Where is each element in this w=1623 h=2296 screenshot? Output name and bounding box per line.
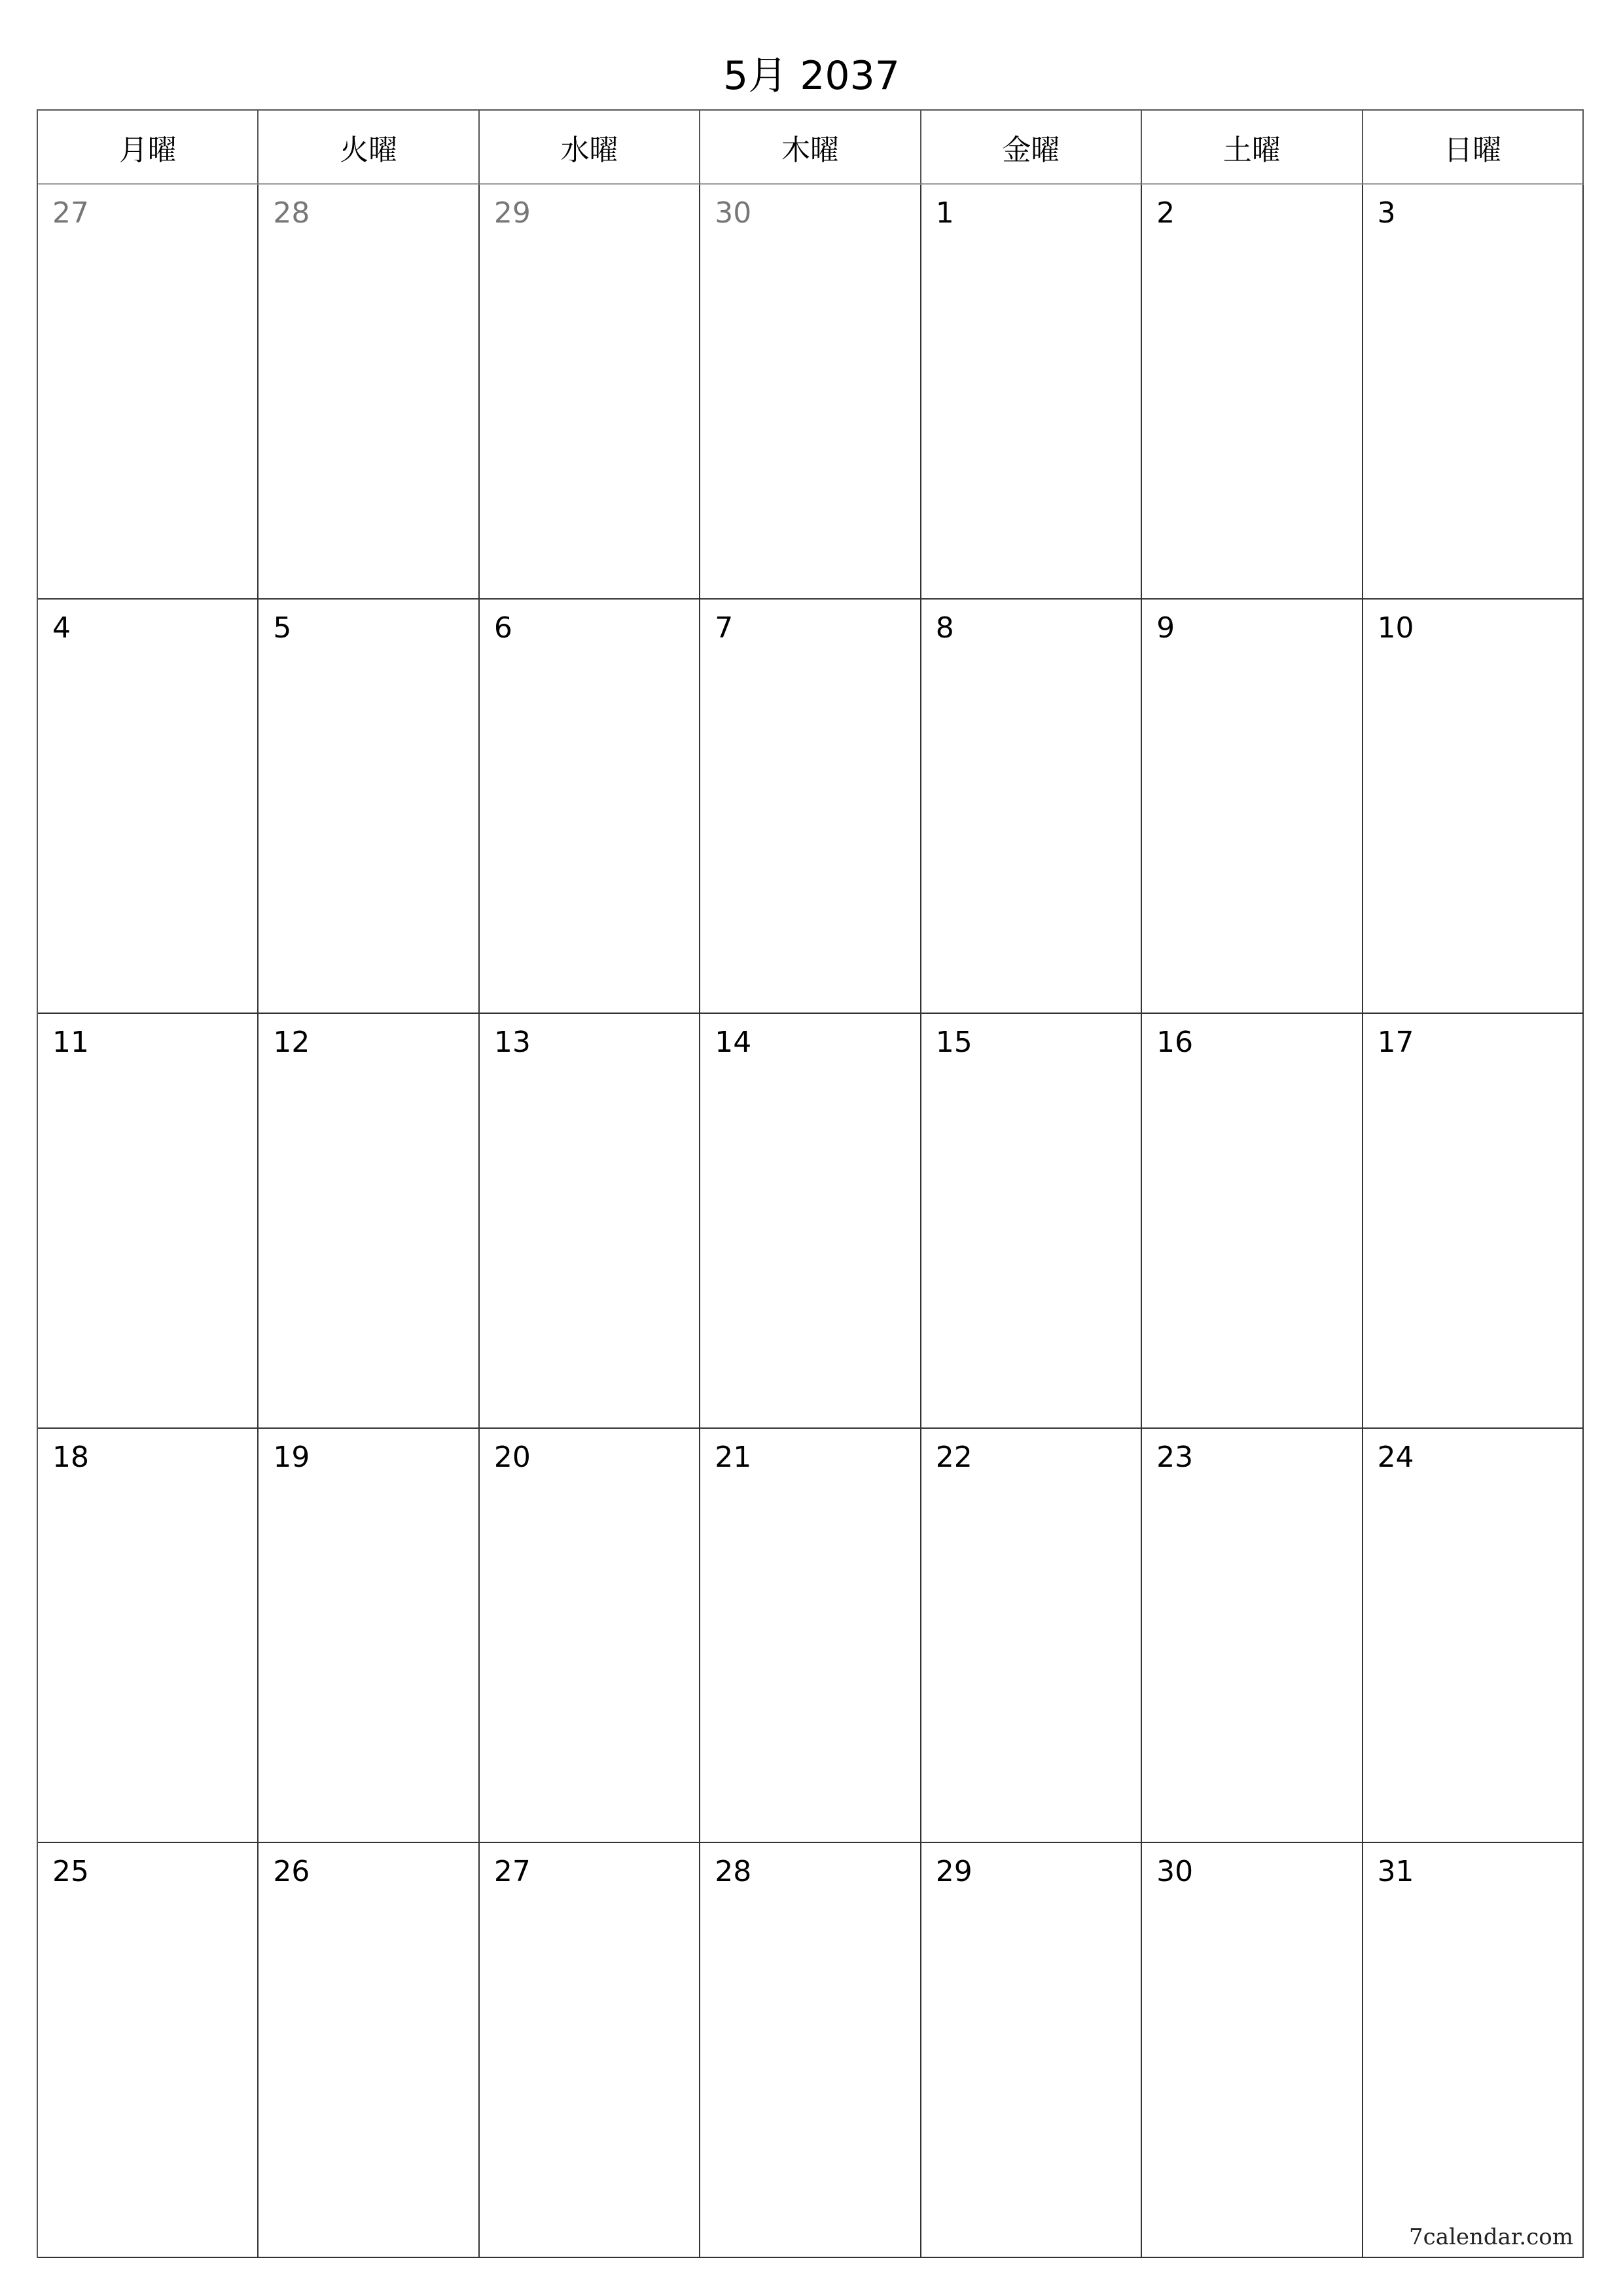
day-number: 26 [273,1855,310,1889]
weekday-header: 水曜 [480,111,700,185]
day-number: 11 [52,1026,89,1060]
day-number: 19 [273,1440,310,1474]
day-cell [921,600,1142,1014]
day-cell [1363,185,1584,600]
day-number: 30 [715,196,752,230]
day-number: 5 [273,611,292,645]
day-number: 14 [715,1026,752,1060]
day-number: 16 [1156,1026,1194,1060]
day-cell [1363,1843,1584,2258]
day-number: 7 [715,611,734,645]
day-cell [259,1014,479,1429]
day-number: 22 [935,1440,972,1474]
day-number: 28 [273,196,310,230]
day-number: 17 [1377,1026,1414,1060]
day-number: 15 [935,1026,972,1060]
day-cell [38,1014,259,1429]
day-number: 1 [935,196,954,230]
day-cell [921,185,1142,600]
day-number: 27 [52,196,89,230]
day-cell [480,600,700,1014]
day-cell [700,1429,921,1844]
day-cell-other-month [700,185,921,600]
day-cell [1142,600,1363,1014]
day-cell-other-month [480,185,700,600]
day-cell [480,1429,700,1844]
day-cell [921,1429,1142,1844]
day-cell [1363,600,1584,1014]
day-cell [1363,1014,1584,1429]
site-watermark: 7calendar.com [1409,2224,1573,2250]
day-number: 27 [493,1855,531,1889]
day-cell [259,1843,479,2258]
day-number: 21 [715,1440,752,1474]
day-cell-other-month [259,185,479,600]
day-number: 20 [493,1440,531,1474]
day-cell [1142,1429,1363,1844]
day-number: 13 [493,1026,531,1060]
day-number: 29 [493,196,531,230]
day-cell-other-month [38,185,259,600]
day-cell [1363,1429,1584,1844]
day-number: 10 [1377,611,1414,645]
weekday-header: 月曜 [38,111,259,185]
day-number: 9 [1156,611,1175,645]
day-number: 24 [1377,1440,1414,1474]
weekday-header: 金曜 [921,111,1142,185]
day-cell [259,1429,479,1844]
day-number: 2 [1156,196,1175,230]
day-number: 25 [52,1855,89,1889]
day-cell [921,1014,1142,1429]
page-title: 5月 2037 [723,53,900,99]
day-cell [38,600,259,1014]
day-cell [480,1843,700,2258]
day-cell [700,1843,921,2258]
day-number: 30 [1156,1855,1194,1889]
day-number: 29 [935,1855,972,1889]
weekday-header: 木曜 [700,111,921,185]
day-cell [259,600,479,1014]
day-cell [38,1843,259,2258]
day-number: 28 [715,1855,752,1889]
calendar-grid [37,109,1584,2258]
weekday-header: 火曜 [259,111,479,185]
day-number: 3 [1377,196,1396,230]
day-cell [1142,1843,1363,2258]
day-cell [921,1843,1142,2258]
day-cell [38,1429,259,1844]
day-cell [700,600,921,1014]
weekday-header: 土曜 [1142,111,1363,185]
day-number: 23 [1156,1440,1194,1474]
day-number: 4 [52,611,71,645]
day-number: 18 [52,1440,89,1474]
day-number: 6 [493,611,512,645]
day-cell [700,1014,921,1429]
day-cell [1142,185,1363,600]
weekday-header: 日曜 [1363,111,1584,185]
day-number: 31 [1377,1855,1414,1889]
day-cell [480,1014,700,1429]
day-cell [1142,1014,1363,1429]
day-number: 12 [273,1026,310,1060]
day-number: 8 [935,611,954,645]
